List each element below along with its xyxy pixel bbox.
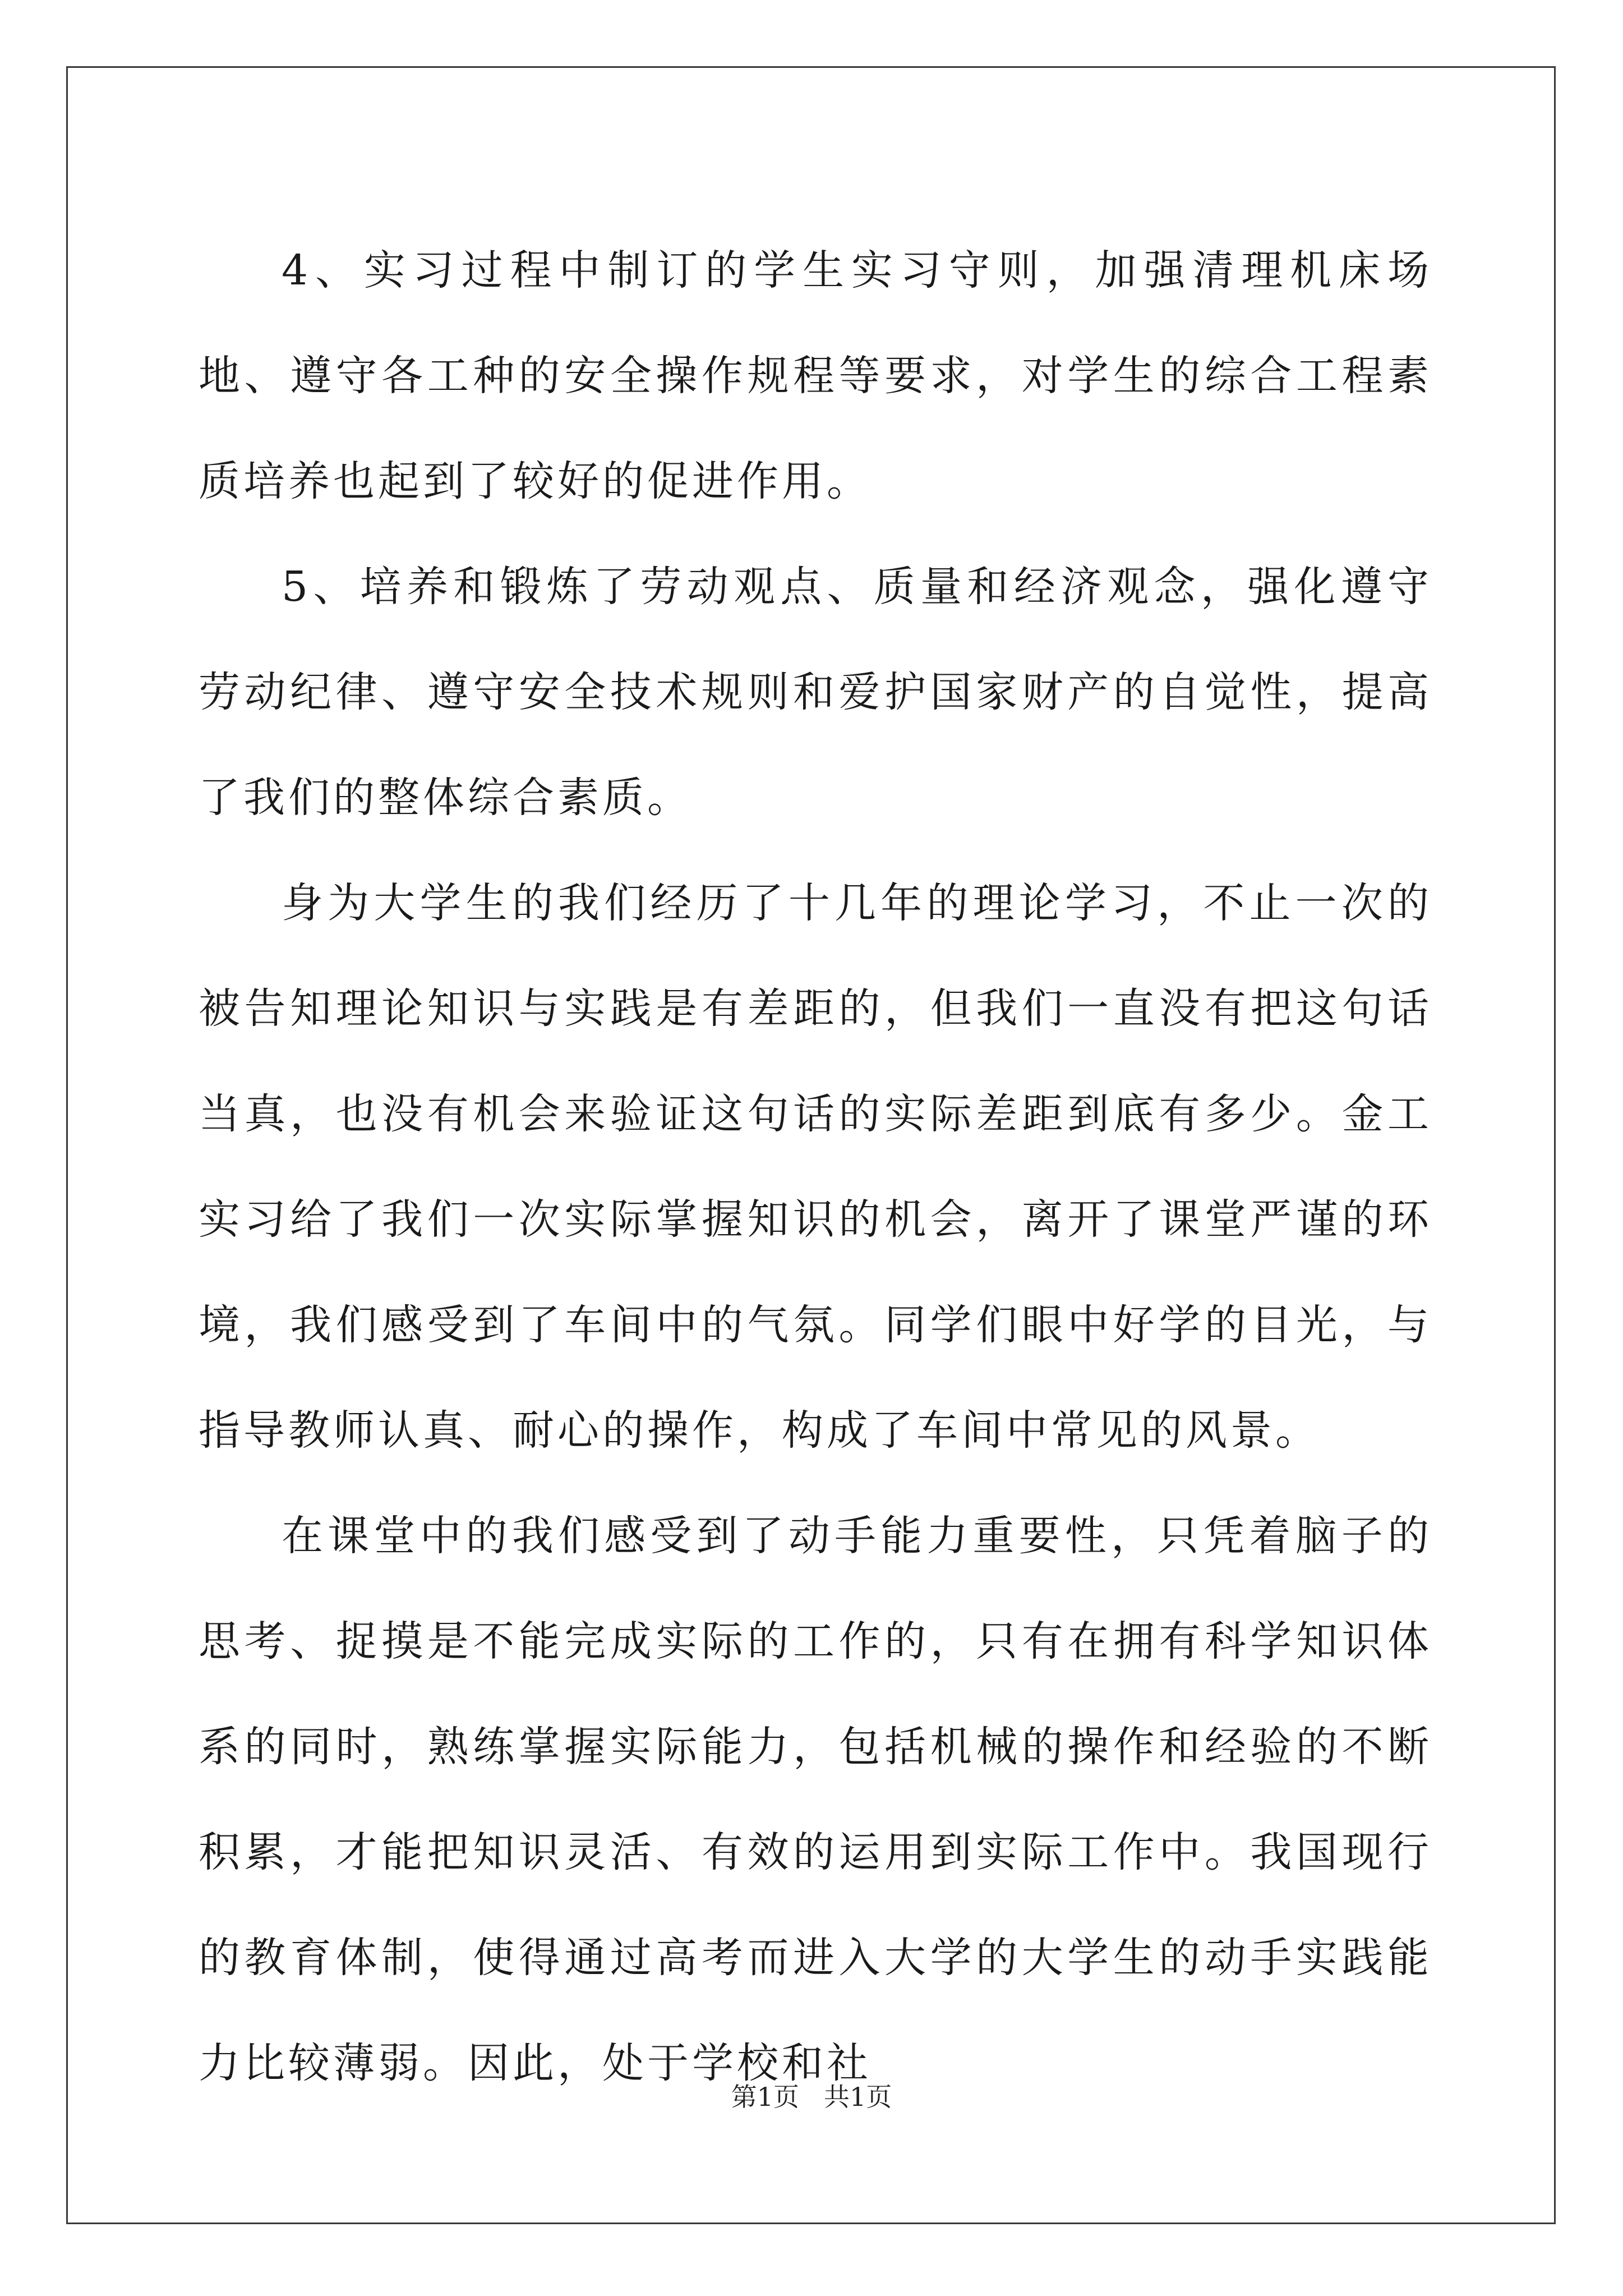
paragraph-2: 5、培养和锻炼了劳动观点、质量和经济观念，强化遵守劳动纪律、遵守安全技术规则和爱护国家财产的自觉性，提高了我们的整体综合素质。	[199, 563, 1432, 822]
paragraph-3: 身为大学生的我们经历了十几年的理论学习，不止一次的被告知理论知识与实践是有差距的，但我们一直没有把这句话当真，也没有机会来验证这句话的实际差距到底有多少。金工实习给了我们一次实际掌握知识的机会，离开了课堂严谨的环境，我们感受到了车间中的气氛。同学们眼中好学的目光，与指导教师认真、耐心的操作，构成了车间中常见的风景。	[199, 879, 1432, 1455]
page-footer	[0, 2080, 1623, 2114]
document-body	[199, 218, 1432, 2116]
paragraph-1: 4、实习过程中制订的学生实习守则，加强清理机床场地、遵守各工种的安全操作规程等要求，对学生的综合工程素质培养也起到了较好的促进作用。	[199, 246, 1432, 505]
page-number-total: 共1页	[823, 2082, 892, 2112]
page-number-current: 第1页	[731, 2082, 800, 2112]
paragraph-4: 在课堂中的我们感受到了动手能力重要性，只凭着脑子的思考、捉摸是不能完成实际的工作的，只有在拥有科学知识体系的同时，熟练掌握实际能力，包括机械的操作和经验的不断积累，才能把知识灵活、有效的运用到实际工作中。我国现行的教育体制，使得通过高考而进入大学的大学生的动手实践能力比较薄弱。因此，处于学校和社	[199, 1512, 1432, 2087]
